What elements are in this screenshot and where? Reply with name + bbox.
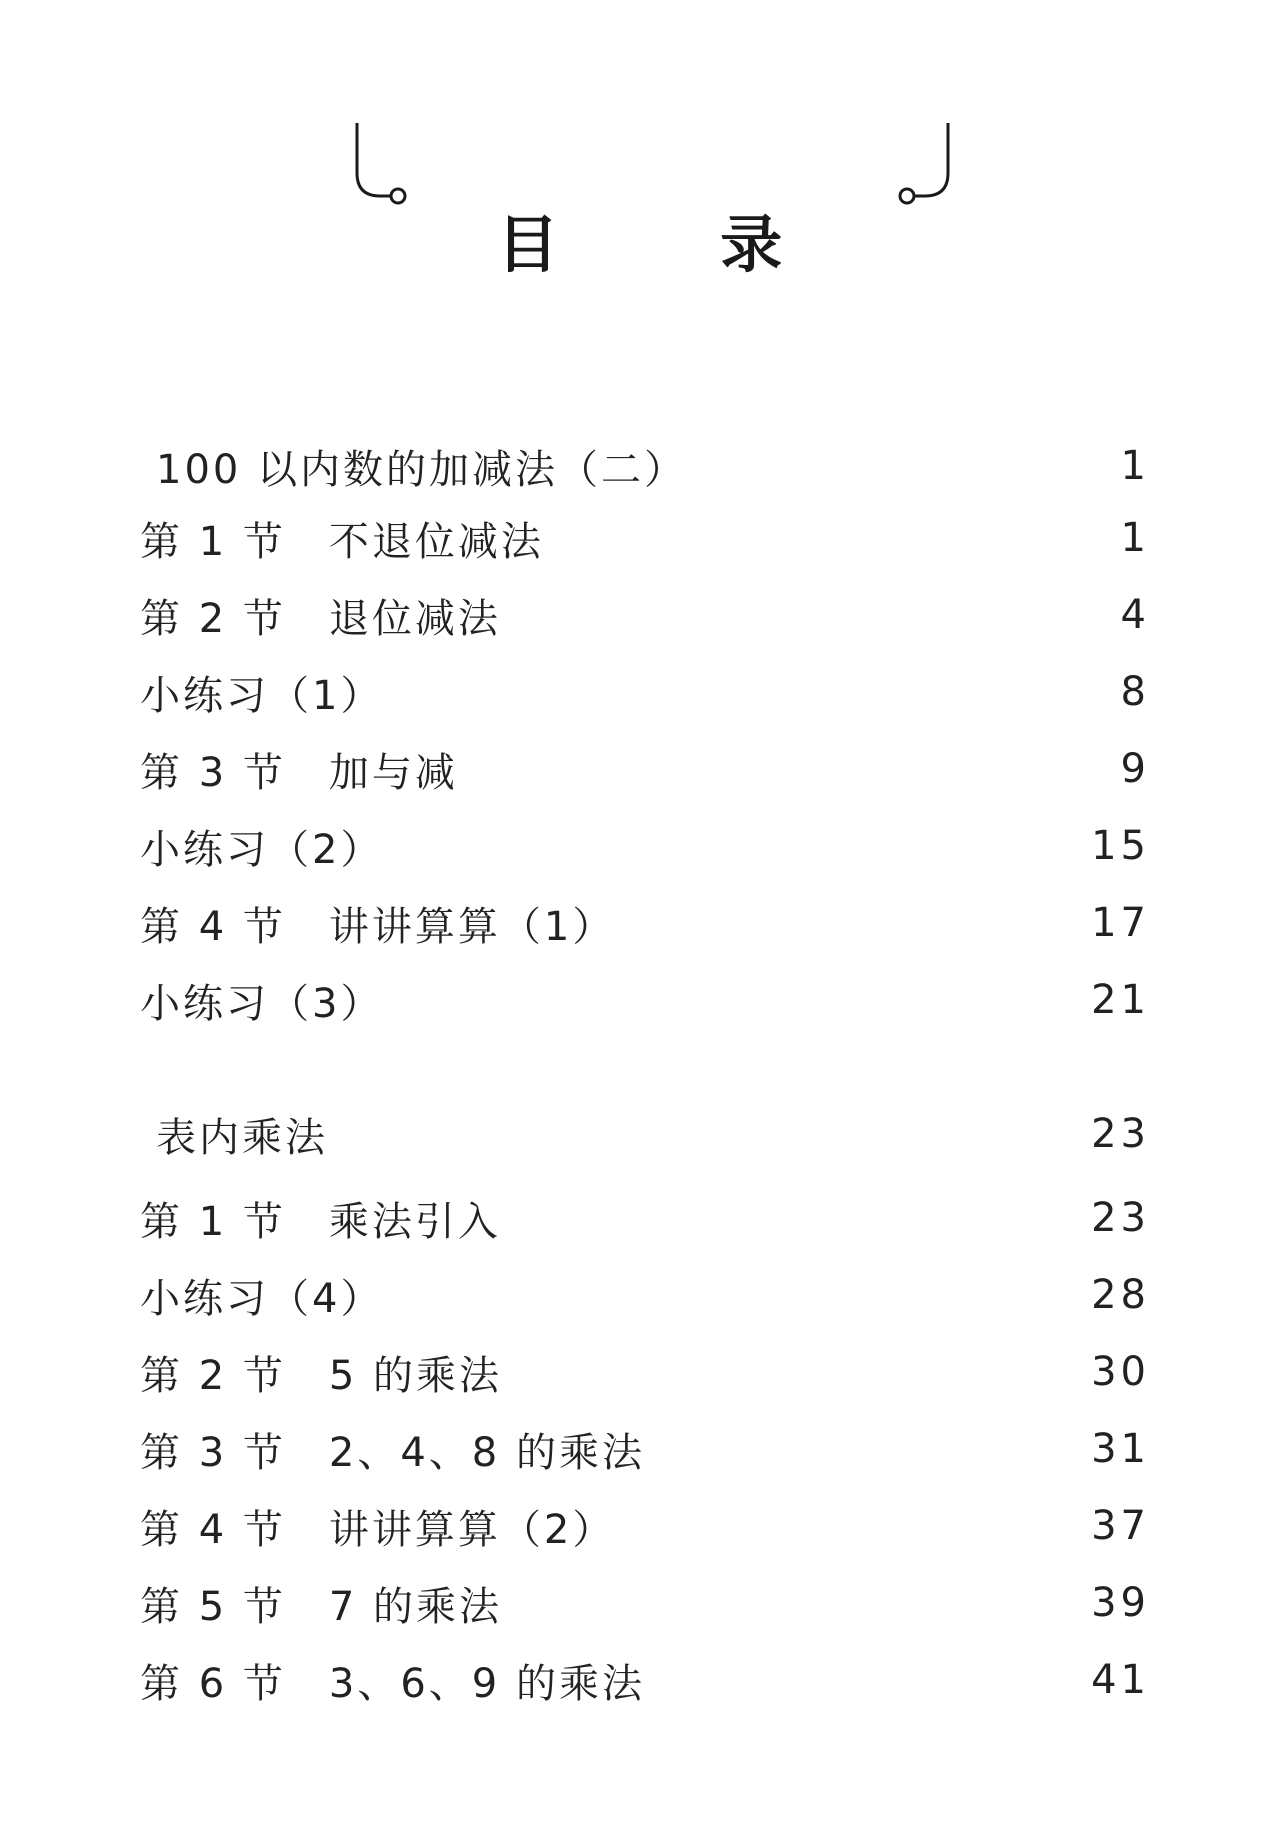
- toc-page-number: 23: [1091, 1111, 1150, 1157]
- toc-page-number: 1: [1120, 443, 1150, 489]
- toc-entry-label: 100 以内数的加减法（二）: [156, 446, 688, 493]
- toc-page-number: 17: [1091, 900, 1150, 946]
- toc-section-row[interactable]: [140, 1652, 1150, 1708]
- toc-entry-label: 第 5 节 7 的乘法: [140, 1583, 503, 1630]
- toc-entry-label: 小练习（4）: [140, 1275, 384, 1322]
- toc-section-row[interactable]: [140, 1190, 1150, 1246]
- toc-page-number: 31: [1091, 1426, 1150, 1472]
- toc-section-row[interactable]: [140, 587, 1150, 643]
- page-title: 目 录: [496, 208, 853, 281]
- toc-section-row[interactable]: [140, 741, 1150, 797]
- toc-page-number: 23: [1091, 1195, 1150, 1241]
- toc-section-row[interactable]: [140, 1267, 1150, 1323]
- hook-ornament-left-icon: [352, 118, 422, 208]
- toc-page-number: 9: [1120, 746, 1150, 792]
- toc-entry-label: 第 4 节 讲讲算算（1）: [140, 903, 616, 950]
- hook-ornament-right-icon: [883, 118, 953, 208]
- toc-page-number: 39: [1091, 1580, 1150, 1626]
- toc-entry-label: 第 3 节 加与减: [140, 749, 458, 796]
- toc-page-number: 8: [1120, 669, 1150, 715]
- toc-section-row[interactable]: [140, 972, 1150, 1028]
- toc-page-number: 41: [1091, 1657, 1150, 1703]
- toc-entry-label: 第 4 节 讲讲算算（2）: [140, 1506, 616, 1553]
- toc-chapter-row[interactable]: [140, 1106, 1150, 1162]
- toc-entry-label: 第 6 节 3、6、9 的乘法: [140, 1660, 645, 1707]
- toc-page-number: 21: [1091, 977, 1150, 1023]
- toc-section-row[interactable]: [140, 1575, 1150, 1631]
- toc-page-number: 37: [1091, 1503, 1150, 1549]
- toc-entry-label: 第 1 节 不退位减法: [140, 518, 544, 565]
- toc-page-number: 4: [1120, 592, 1150, 638]
- toc-entry-label: 第 2 节 5 的乘法: [140, 1352, 503, 1399]
- toc-entry-label: 表内乘法: [156, 1114, 328, 1161]
- toc-chapter-row[interactable]: [140, 438, 1150, 494]
- toc-entry-label: 第 3 节 2、4、8 的乘法: [140, 1429, 645, 1476]
- toc-page-number: 15: [1091, 823, 1150, 869]
- toc-entry-label: 小练习（3）: [140, 980, 384, 1027]
- toc-entry-label: 小练习（1）: [140, 672, 384, 719]
- toc-entry-label: 小练习（2）: [140, 826, 384, 873]
- toc-entry-label: 第 2 节 退位减法: [140, 595, 501, 642]
- toc-section-row[interactable]: [140, 895, 1150, 951]
- toc-page-number: 30: [1091, 1349, 1150, 1395]
- toc-section-row[interactable]: [140, 1498, 1150, 1554]
- toc-section-row[interactable]: [140, 818, 1150, 874]
- toc-entry-label: 第 1 节 乘法引入: [140, 1198, 501, 1245]
- toc-page-number: 28: [1091, 1272, 1150, 1318]
- toc-page-number: 1: [1120, 515, 1150, 561]
- toc-section-row[interactable]: [140, 1421, 1150, 1477]
- toc-section-row[interactable]: [140, 664, 1150, 720]
- toc-section-row[interactable]: [140, 510, 1150, 566]
- toc-section-row[interactable]: [140, 1344, 1150, 1400]
